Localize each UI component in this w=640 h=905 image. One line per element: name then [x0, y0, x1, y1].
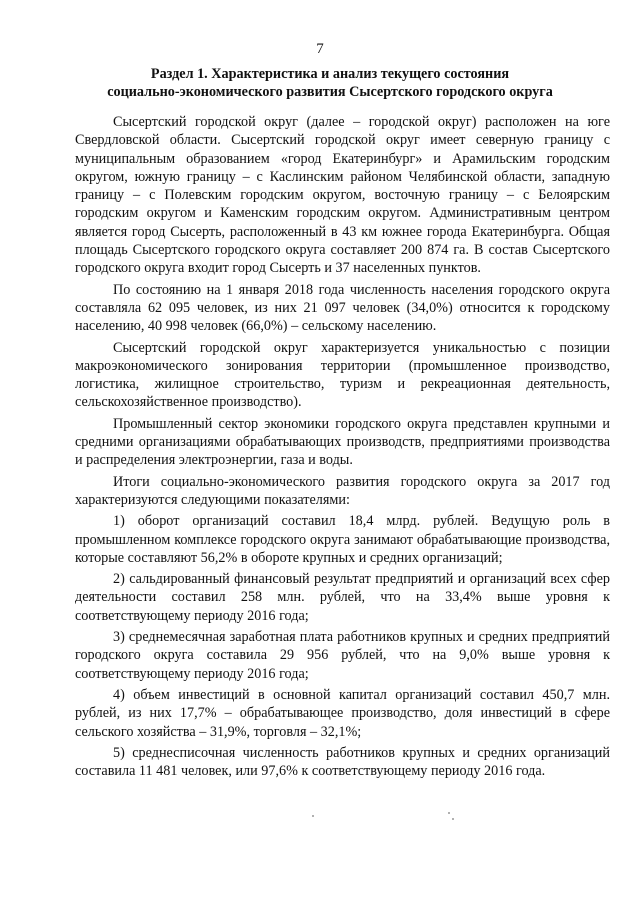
scan-speck: [448, 812, 450, 814]
paragraph-location: Сысертский городской округ (далее – городской округ) расположен на юге Свердловской области. Сысертский городской округ имеет северную границу с муниципальным образованием «город Екатеринбург» и Арамильским городским округом, южную границу – с Каслинским районом Челябинской области, западную границу – с Полевским городским округом, восточную границу – с Белоярским городским округом и Каменским городским округом. Административным центром является город Сысерть, расположенный в 43 км южнее города Екатеринбурга. Общая площадь Сысертского городского округа составляет 200 874 га. В состав Сысертского городского округа входит город Сысерть и 37 населенных пунктов.: [75, 114, 610, 277]
list-item-financial-result: 2) сальдированный финансовый результат предприятий и организаций всех сфер деятельности составил 258 млн. рублей, что на 33,4% выше уровня к соответствующему периоду 2016 года;: [75, 571, 610, 624]
scan-speck: [312, 815, 314, 817]
paragraph-population: По состоянию на 1 января 2018 года численность населения городского округа составляла 62 095 человек, из них 21 097 человек (34,0%) относится к городскому населению, 40 998 человек (66,0%) – сельскому населению.: [75, 281, 610, 335]
section-heading-line-1: Раздел 1. Характеристика и анализ текущего состояния: [150, 66, 510, 82]
section-heading-line-2: социально-экономического развития Сысертского городского округа: [107, 84, 553, 100]
list-item-salary: 3) среднемесячная заработная плата работников крупных и средних предприятий городского округа составила 29 956 рублей, что на 9,0% выше уровня к соответствующему периоду 2016 года;: [75, 629, 610, 682]
scan-speck: [452, 818, 454, 820]
list-item-headcount: 5) среднесписочная численность работников крупных и средних организаций составила 11 481 человек, или 97,6% к соответствующему периоду 2016 года.: [75, 744, 610, 780]
paragraph-zoning: Сысертский городской округ характеризуется уникальностью с позиции макроэкономического зонирования территории (промышленное производство, логистика, жилищное строительство, туризм и рекреационная деятельность, сельскохозяйственное производство).: [75, 339, 610, 411]
paragraph-industry: Промышленный сектор экономики городского округа представлен крупными и средними организациями обрабатывающих производств, предприятиями производства и распределения электроэнергии, газа и воды.: [75, 415, 610, 469]
list-item-turnover: 1) оборот организаций составил 18,4 млрд. рублей. Ведущую роль в промышленном комплексе городского округа занимают обрабатывающие производства, которые составляют 56,2% в обороте крупных и средних организаций;: [75, 513, 610, 566]
section-heading: [70, 65, 590, 101]
paragraph-results-intro: Итоги социально-экономического развития городского округа за 2017 год характеризуются следующими показателями:: [75, 473, 610, 508]
list-item-investments: 4) объем инвестиций в основной капитал организаций составил 450,7 млн. рублей, из них 17,7% – обрабатывающее производство, доля инвестиций в сфере сельского хозяйства – 31,9%, торговля – 32,1%;: [75, 686, 610, 740]
body-text: [75, 113, 610, 780]
page-number: 7: [316, 41, 324, 57]
